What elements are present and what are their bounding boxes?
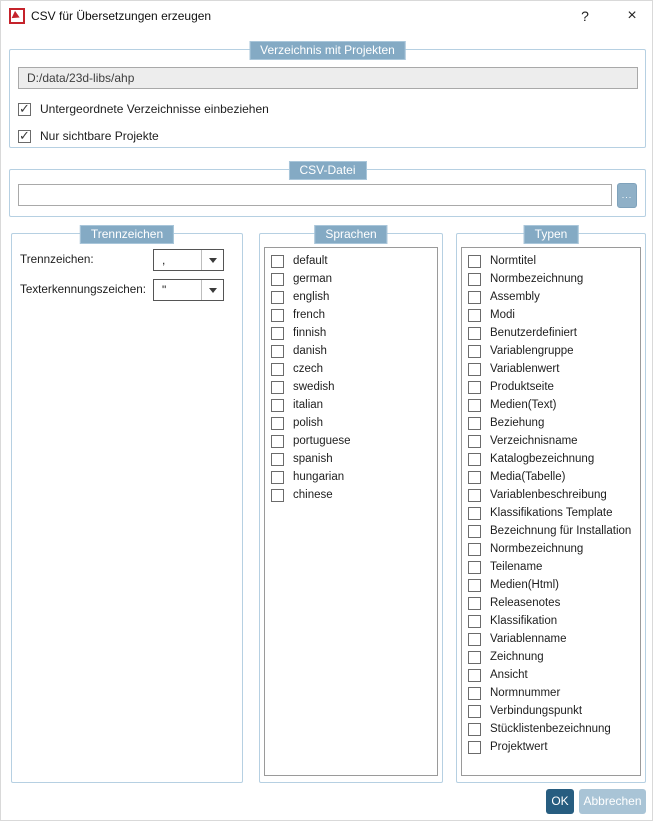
checkbox-label: Medien(Html) [490, 579, 560, 591]
checkbox-label: Klassifikation [490, 615, 558, 627]
checkbox[interactable] [271, 309, 284, 322]
window-title: CSV für Übersetzungen erzeugen [31, 9, 212, 23]
checkbox-label: Variablenwert [490, 363, 560, 375]
checkbox[interactable] [468, 363, 481, 376]
checkbox[interactable] [468, 633, 481, 646]
checkbox[interactable] [468, 345, 481, 358]
checkbox-label: spanish [293, 453, 333, 465]
checkbox[interactable] [271, 255, 284, 268]
checkbox[interactable] [271, 291, 284, 304]
csv-file-input[interactable] [18, 184, 612, 206]
type-checkbox-item[interactable] [462, 720, 640, 738]
separator-combobox[interactable] [153, 249, 224, 271]
language-checkbox-item[interactable] [265, 306, 437, 324]
checkbox[interactable] [468, 255, 481, 268]
checkbox-label: Produktseite [490, 381, 554, 393]
app-icon [9, 8, 25, 24]
checkbox[interactable] [271, 381, 284, 394]
checkbox[interactable] [18, 130, 31, 143]
type-checkbox-item[interactable] [462, 738, 640, 756]
checkbox-label: finnish [293, 327, 327, 339]
checkbox-include-subdirectories[interactable] [18, 101, 269, 117]
checkbox-label: Stücklistenbezeichnung [490, 723, 611, 735]
checkbox-label: Normbezeichnung [490, 543, 584, 555]
type-checkbox-item[interactable] [462, 396, 640, 414]
language-checkbox-item[interactable] [265, 342, 437, 360]
checkbox-label: french [293, 309, 325, 321]
close-icon[interactable]: × [627, 7, 637, 24]
group-csv-file [9, 163, 646, 217]
checkbox-label: Nur sichtbare Projekte [40, 129, 159, 143]
group-directory [9, 43, 646, 148]
group-languages [259, 227, 443, 783]
checkbox[interactable] [468, 291, 481, 304]
chevron-down-icon[interactable] [201, 250, 223, 270]
group-types [456, 227, 646, 783]
checkbox-label: Normtitel [490, 255, 537, 267]
text-qualifier-combobox[interactable] [153, 279, 224, 301]
checkbox[interactable] [468, 651, 481, 664]
checkbox-label: Variablenbeschreibung [490, 489, 607, 501]
type-checkbox-item[interactable] [462, 306, 640, 324]
language-checkbox-item[interactable] [265, 270, 437, 288]
checkbox-label: chinese [293, 489, 333, 501]
group-separator-title: Trennzeichen [80, 225, 174, 244]
type-checkbox-item[interactable] [462, 630, 640, 648]
type-checkbox-item[interactable] [462, 558, 640, 576]
language-checkbox-item[interactable] [265, 252, 437, 270]
type-checkbox-item[interactable] [462, 666, 640, 684]
checkbox-label: Media(Tabelle) [490, 471, 566, 483]
checkbox-label: Variablengruppe [490, 345, 574, 357]
language-checkbox-item[interactable] [265, 414, 437, 432]
combobox-value: " [162, 283, 167, 297]
language-checkbox-item[interactable] [265, 324, 437, 342]
checkbox-label: czech [293, 363, 324, 375]
browse-button[interactable]: ... [617, 183, 637, 208]
checkbox-label: Modi [490, 309, 515, 321]
type-checkbox-item[interactable] [462, 252, 640, 270]
checkbox[interactable] [271, 273, 284, 286]
checkbox[interactable] [468, 579, 481, 592]
type-checkbox-item[interactable] [462, 450, 640, 468]
type-checkbox-item[interactable] [462, 360, 640, 378]
checkbox-label: Beziehung [490, 417, 545, 429]
checkbox[interactable] [468, 435, 481, 448]
checkbox[interactable] [271, 417, 284, 430]
languages-listbox[interactable] [264, 247, 438, 776]
type-checkbox-item[interactable] [462, 522, 640, 540]
type-checkbox-item[interactable] [462, 378, 640, 396]
checkbox-label: Verzeichnisname [490, 435, 578, 447]
group-separator [11, 227, 243, 783]
checkbox-label: Projektwert [490, 741, 548, 753]
checkbox-label: Klassifikations Template [490, 507, 613, 519]
checkbox-label: hungarian [293, 471, 345, 483]
checkbox[interactable] [468, 399, 481, 412]
combobox-value: , [162, 253, 166, 267]
checkbox-label: default [293, 255, 328, 267]
checkbox[interactable] [468, 687, 481, 700]
help-button[interactable]: ? [581, 8, 589, 24]
checkbox[interactable] [271, 453, 284, 466]
language-checkbox-item[interactable] [265, 432, 437, 450]
checkbox[interactable] [468, 489, 481, 502]
type-checkbox-item[interactable] [462, 270, 640, 288]
type-checkbox-item[interactable] [462, 432, 640, 450]
type-checkbox-item[interactable] [462, 594, 640, 612]
language-checkbox-item[interactable] [265, 288, 437, 306]
group-types-title: Typen [524, 225, 579, 244]
types-listbox[interactable] [461, 247, 641, 776]
checkbox[interactable] [468, 273, 481, 286]
checkbox-label: Zeichnung [490, 651, 544, 663]
separator-label: Trennzeichen: [20, 253, 94, 266]
group-directory-title: Verzeichnis mit Projekten [249, 41, 406, 60]
type-checkbox-item[interactable] [462, 576, 640, 594]
checkbox-label: english [293, 291, 330, 303]
language-checkbox-item[interactable] [265, 378, 437, 396]
checkbox-label: portuguese [293, 435, 351, 447]
checkbox-label: Assembly [490, 291, 540, 303]
type-checkbox-item[interactable] [462, 702, 640, 720]
checkbox-label: Katalogbezeichnung [490, 453, 595, 465]
titlebar [1, 1, 652, 31]
checkbox[interactable] [271, 489, 284, 502]
checkbox-label: Normbezeichnung [490, 273, 584, 285]
type-checkbox-item[interactable] [462, 540, 640, 558]
checkbox-label: Untergeordnete Verzeichnisse einbeziehen [40, 102, 269, 116]
checkbox[interactable] [271, 363, 284, 376]
checkbox-label: Normnummer [490, 687, 561, 699]
type-checkbox-item[interactable] [462, 486, 640, 504]
checkbox-label: danish [293, 345, 327, 357]
checkbox-label: Benutzerdefiniert [490, 327, 577, 339]
checkbox[interactable] [468, 543, 481, 556]
checkbox[interactable] [468, 525, 481, 538]
checkbox-label: swedish [293, 381, 335, 393]
checkbox[interactable] [468, 723, 481, 736]
text-qualifier-label: Texterkennungszeichen: [20, 283, 147, 296]
checkbox[interactable] [468, 615, 481, 628]
checkbox-only-visible-projects[interactable] [18, 128, 159, 144]
checkbox-label: german [293, 273, 332, 285]
checkbox[interactable] [468, 669, 481, 682]
checkbox[interactable] [271, 399, 284, 412]
checkbox[interactable] [468, 327, 481, 340]
type-checkbox-item[interactable] [462, 342, 640, 360]
type-checkbox-item[interactable] [462, 324, 640, 342]
checkbox-label: Bezeichnung für Installation [490, 525, 632, 537]
group-languages-title: Sprachen [314, 225, 387, 244]
separator-row [12, 249, 242, 271]
type-checkbox-item[interactable] [462, 504, 640, 522]
checkbox[interactable] [271, 471, 284, 484]
checkbox-label: polish [293, 417, 324, 429]
checkbox[interactable] [468, 507, 481, 520]
language-checkbox-item[interactable] [265, 396, 437, 414]
checkbox[interactable] [271, 345, 284, 358]
text-qualifier-row [12, 279, 242, 301]
checkbox-label: italian [293, 399, 324, 411]
cancel-button[interactable]: Abbrechen [579, 789, 646, 814]
checkbox-label: Ansicht [490, 669, 528, 681]
checkbox-label: Releasenotes [490, 597, 561, 609]
language-checkbox-item[interactable] [265, 468, 437, 486]
checkbox-label: Medien(Text) [490, 399, 557, 411]
checkbox[interactable] [468, 741, 481, 754]
checkbox[interactable] [271, 327, 284, 340]
checkbox-label: Variablenname [490, 633, 567, 645]
checkbox[interactable] [468, 309, 481, 322]
checkbox[interactable] [468, 381, 481, 394]
language-checkbox-item[interactable] [265, 360, 437, 378]
checkbox[interactable] [468, 597, 481, 610]
ok-button[interactable]: OK [546, 789, 574, 814]
type-checkbox-item[interactable] [462, 612, 640, 630]
checkbox[interactable] [468, 471, 481, 484]
language-checkbox-item[interactable] [265, 450, 437, 468]
type-checkbox-item[interactable] [462, 288, 640, 306]
type-checkbox-item[interactable] [462, 468, 640, 486]
language-checkbox-item[interactable] [265, 486, 437, 504]
checkbox[interactable] [468, 417, 481, 430]
chevron-down-icon[interactable] [201, 280, 223, 300]
checkbox[interactable] [271, 435, 284, 448]
type-checkbox-item[interactable] [462, 414, 640, 432]
checkbox[interactable] [468, 705, 481, 718]
checkbox-label: Verbindungspunkt [490, 705, 583, 717]
type-checkbox-item[interactable] [462, 648, 640, 666]
type-checkbox-item[interactable] [462, 684, 640, 702]
checkbox[interactable] [468, 453, 481, 466]
checkbox[interactable] [18, 103, 31, 116]
group-csv-title: CSV-Datei [288, 161, 366, 180]
checkbox-label: Teilename [490, 561, 543, 573]
checkbox[interactable] [468, 561, 481, 574]
project-directory-field: D:/data/23d-libs/ahp [18, 67, 638, 89]
